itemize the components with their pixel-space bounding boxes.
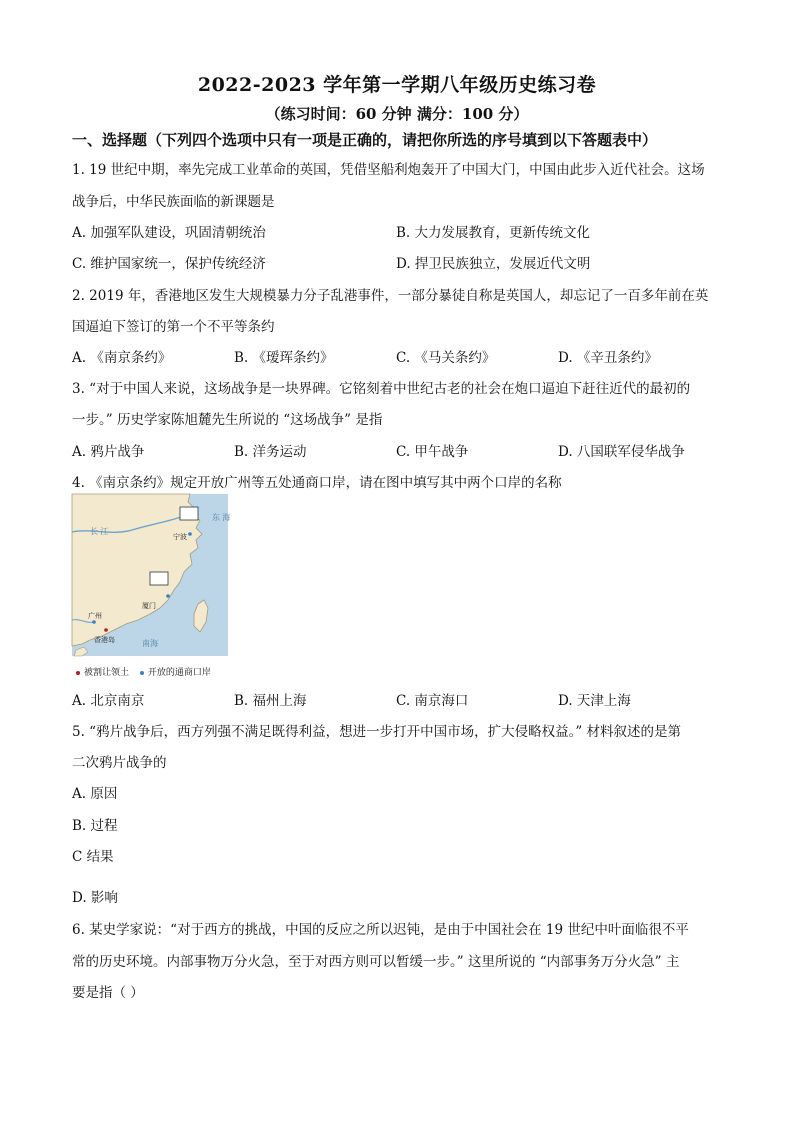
label-changjiang: 长 江 [90,527,109,536]
port-marker-xiamen [166,594,170,598]
treaty-ports-map [72,494,231,656]
section-heading: 一、选择题（下列四个选项中只有一项是正确的，请把你所选的序号填到以下答题表中） [72,131,658,149]
question-5-option-b[interactable]: B. 过程 [72,818,118,834]
question-2-stem-line-2: 国逼迫下签订的第一个不平等条约 [72,319,275,335]
question-5-option-d[interactable]: D. 影响 [72,890,118,906]
question-4-option-a[interactable]: A. 北京南京 [72,693,145,709]
blank-box-shanghai[interactable] [180,507,198,520]
question-2-option-a[interactable]: A. 《南京条约》 [72,350,172,366]
question-3-option-b[interactable]: B. 洋务运动 [234,444,307,460]
page-subtitle: （练习时间：60 分钟 满分：100 分） [265,105,529,123]
question-4-option-c[interactable]: C. 南京海口 [396,693,469,709]
page-title: 2022-2023 学年第一学期八年级历史练习卷 [197,74,597,96]
label-donghai: 东 海 [212,513,231,522]
map-legend [76,665,211,678]
question-1-stem-line-1: 1. 19 世纪中期，率先完成工业革命的英国，凭借坚船利炮轰开了中国大门，中国由此步入近代社会。这场 [72,162,705,178]
question-2-stem-line-1: 2. 2019 年，香港地区发生大规模暴力分子乱港事件，一部分暴徒自称是英国人，却忘记了一百多年前在英 [72,288,709,304]
ceded-marker-hongkong [104,628,108,632]
question-5-option-c[interactable]: C 结果 [72,849,114,865]
question-1-option-c[interactable]: C. 维护国家统一，保护传统经济 [72,256,266,272]
legend-ports-label: 开放的通商口岸 [147,668,211,678]
label-ningbo: 宁波 [173,534,187,541]
question-4-option-d[interactable]: D. 天津上海 [558,693,631,709]
question-3-stem-line-1: 3. “对于中国人来说，这场战争是一块界碑。它铭刻着中世纪古老的社会在炮口逼迫下赶往近代的最初的 [72,381,691,397]
ceded-legend-icon [76,671,80,675]
question-5-stem-line-1: 5. “鸦片战争后，西方列强不满足既得利益，想进一步打开中国市场，扩大侵略权益。” 材料叙述的是第 [72,724,682,740]
question-1-option-d[interactable]: D. 捍卫民族独立，发展近代文明 [396,256,591,272]
port-marker-ningbo [188,532,192,536]
question-6-stem-line-2: 常的历史环境。内部事物万分火急，至于对西方则可以暂缓一步。” 这里所说的 “内部事务万分火急” 主 [72,954,680,970]
question-1-option-a[interactable]: A. 加强军队建设，巩固清朝统治 [72,225,266,241]
question-3-stem-line-2: 一步。” 历史学家陈旭麓先生所说的 “这场战争” 是指 [72,412,383,428]
question-5-stem-line-2: 二次鸦片战争的 [72,755,167,771]
question-1-option-b[interactable]: B. 大力发展教育，更新传统文化 [396,225,591,241]
question-2-option-d[interactable]: D. 《辛丑条约》 [558,350,658,366]
legend-ceded-label: 被割让领土 [84,668,130,678]
label-xiamen: 厦门 [142,603,156,610]
question-3-option-d[interactable]: D. 八国联军侵华战争 [558,444,685,460]
question-6-stem-line-1: 6. 某史学家说：“对于西方的挑战，中国的反应之所以迟钝，是由于中国社会在 19 世纪中叶面临很不平 [72,922,689,938]
blank-box-fuzhou[interactable] [150,572,168,585]
question-3-option-a[interactable]: A. 鸦片战争 [72,444,145,460]
label-guangzhou: 广州 [88,613,102,620]
question-4-option-b[interactable]: B. 福州上海 [234,693,307,709]
label-xianggang: 香港岛 [94,637,115,644]
question-1-stem-line-2: 战争后，中华民族面临的新课题是 [72,194,275,210]
port-marker-guangzhou [92,620,96,624]
question-5-option-a[interactable]: A. 原因 [72,786,118,802]
question-3-option-c[interactable]: C. 甲午战争 [396,444,469,460]
port-legend-icon [140,671,144,675]
question-4-stem-line-1: 4. 《南京条约》规定开放广州等五处通商口岸，请在图中填写其中两个口岸的名称 [72,475,562,491]
question-2-option-b[interactable]: B. 《瑷珲条约》 [234,350,334,366]
label-nanhai: 南海 [142,639,158,648]
question-2-option-c[interactable]: C. 《马关条约》 [396,350,496,366]
question-6-stem-line-3: 要是指（ ） [72,985,144,1001]
